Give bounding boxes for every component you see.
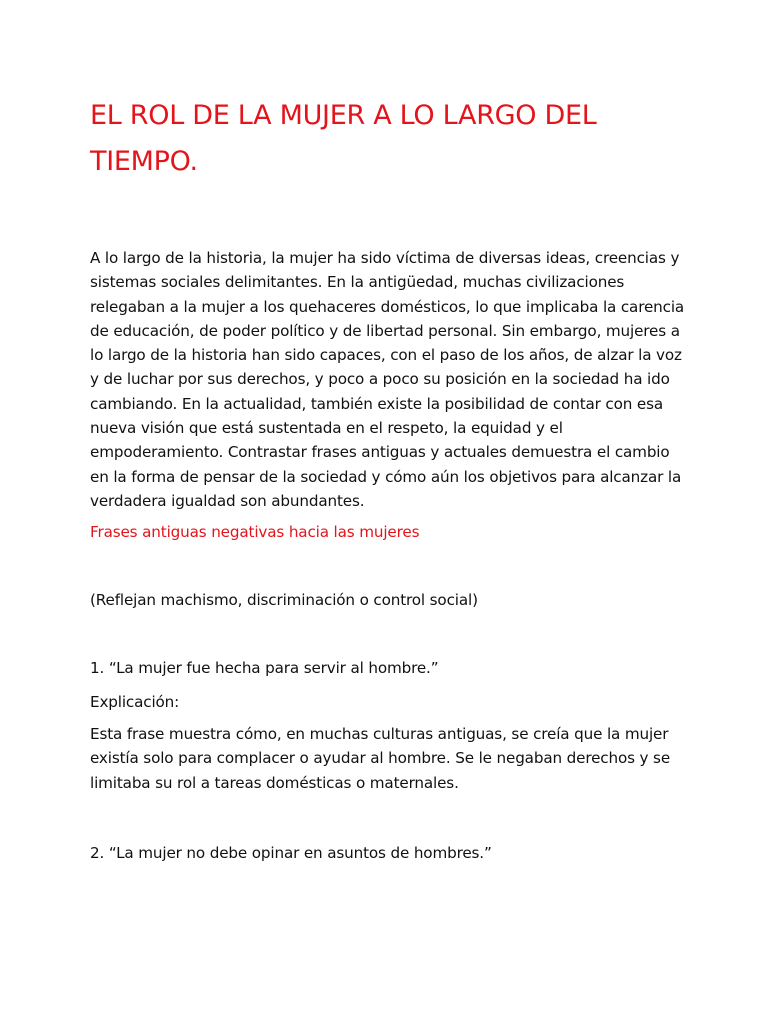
section-note: (Reflejan machismo, discriminación o control social) [90,591,478,609]
section-heading: Frases antiguas negativas hacia las mujeres [90,523,420,541]
document-title: EL ROL DE LA MUJER A LO LARGO DEL TIEMPO. [90,100,597,177]
phrase-item-2: 2. “La mujer no debe opinar en asuntos de hombres.” [90,844,492,862]
explanation-label: Explicación: [90,693,180,711]
explanation-paragraph: Esta frase muestra cómo, en muchas culturas antiguas, se creía que la mujer existía solo para complacer o ayudar al hombre. Se le negaban derechos y se limitaba su rol a tareas domésticas o maternales. [90,725,671,792]
phrase-item-1: 1. “La mujer fue hecha para servir al hombre.” [90,659,439,677]
intro-paragraph: A lo largo de la historia, la mujer ha sido víctima de diversas ideas, creencias y sistemas sociales delimitantes. En la antigüedad, muchas civilizaciones relegaban a la mujer a los quehaceres domésticos, lo que implicaba la carencia de educación, de poder político y de libertad personal. Sin embargo, mujeres a lo largo de la historia han sido capaces, con el paso de los años, de alzar la voz y de luchar por sus derechos, y poco a poco su posición en la sociedad ha ido cambiando. En la actualidad, también existe la posibilidad de contar con esa nueva visión que está sustentada en el respeto, la equidad y el empoderamiento. Contrastar frases antiguas y actuales demuestra el cambio en la forma de pensar de la sociedad y cómo aún los objetivos para alcanzar la verdadera igualdad son abundantes. [90,249,685,510]
